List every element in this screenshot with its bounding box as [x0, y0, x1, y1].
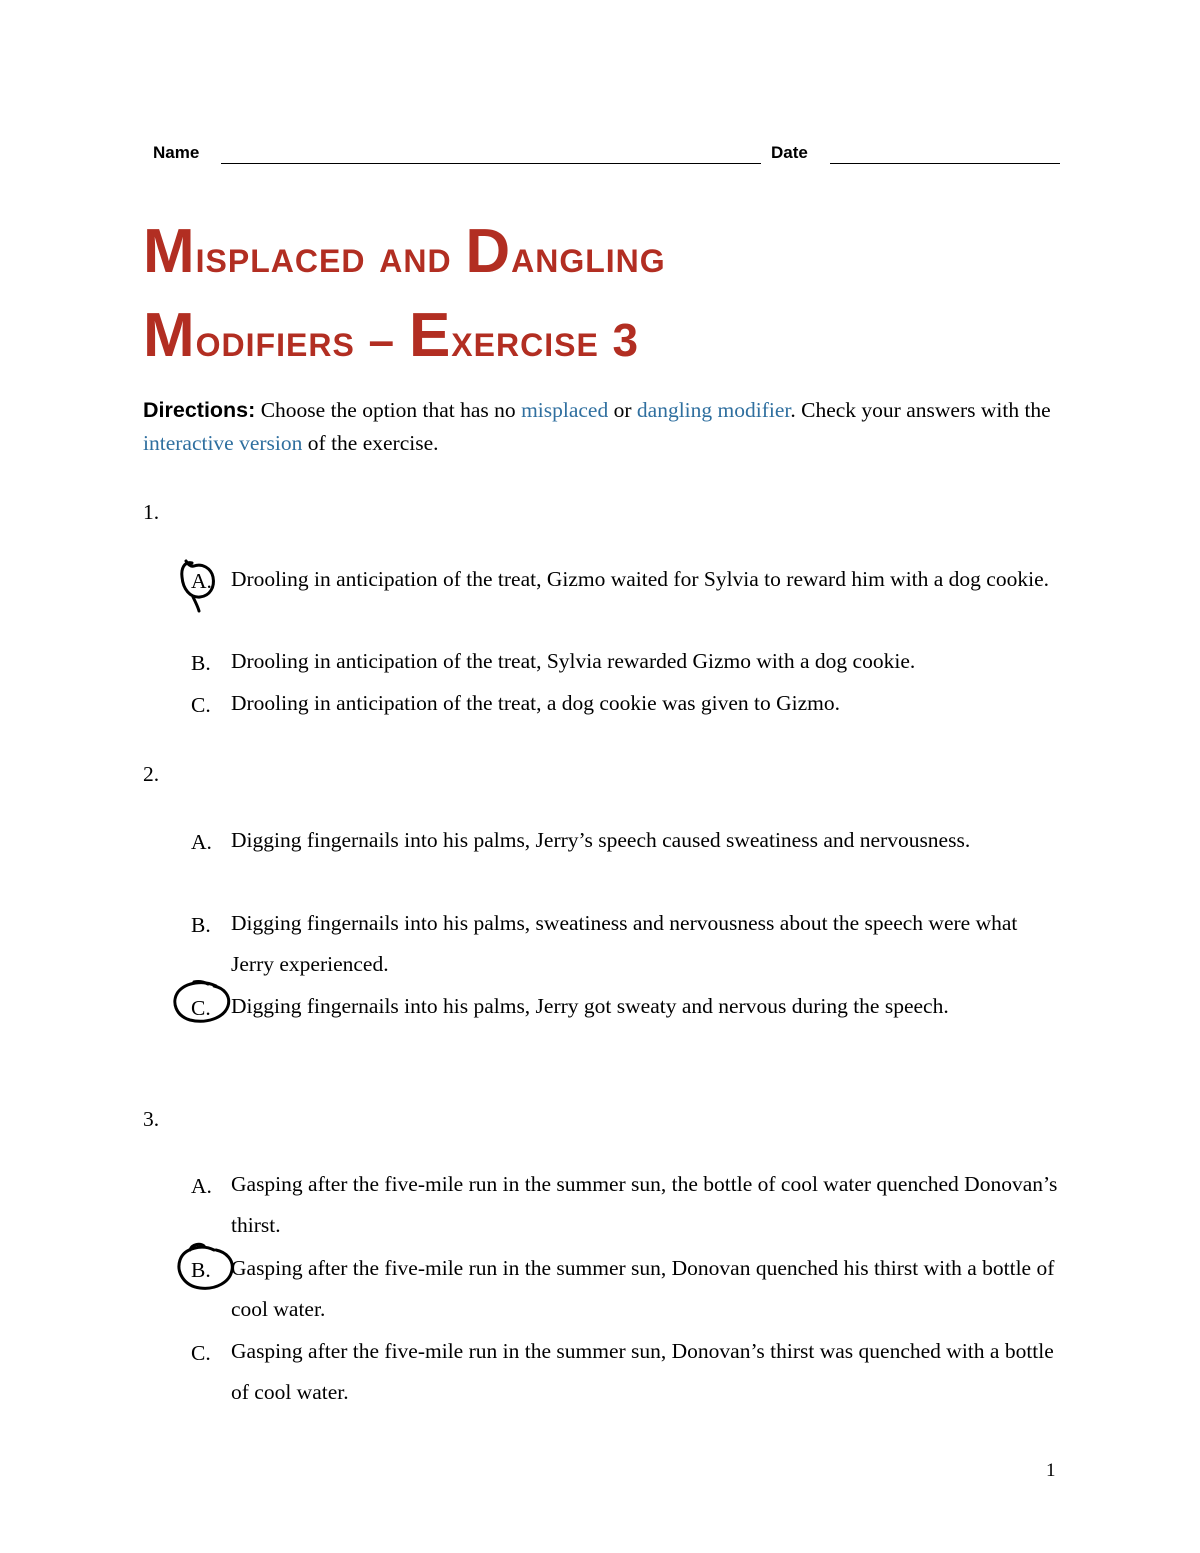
option-text: Drooling in anticipation of the treat, a dog cookie was given to Gizmo. [231, 691, 841, 715]
question-number: 1. [143, 500, 160, 524]
title-text: xercise 3 [451, 314, 640, 366]
title-text: odifiers – [195, 314, 409, 366]
option-text: Gasping after the five-mile run in the summer sun, Donovan quenched his thirst with a bottle of cool water. [231, 1256, 1055, 1321]
directions-text: Choose the option that has no [255, 398, 522, 422]
option-text: Gasping after the five-mile run in the summer sun, the bottle of cool water quenched Donovan’s thirst. [231, 1172, 1058, 1237]
interactive-version-link[interactable]: interactive version [143, 431, 303, 455]
title-initial-m: M [143, 301, 196, 370]
directions-paragraph [143, 394, 1073, 460]
question-number: 2. [143, 762, 160, 786]
option-letter: B. [191, 651, 211, 675]
name-label: Name [153, 143, 200, 162]
title-initial-d: D [465, 217, 512, 286]
answer-circle-mark [170, 555, 230, 615]
option-text: Digging fingernails into his palms, sweatiness and nervousness about the speech were what Jerry experienced. [231, 911, 1018, 976]
name-field-line [221, 163, 761, 164]
directions-text: of the exercise. [302, 431, 439, 455]
directions-text: or [608, 398, 637, 422]
page-title [143, 212, 1063, 380]
title-text: isplaced and [195, 230, 466, 282]
option-letter: C. [191, 1341, 211, 1365]
directions-text: . Check your answers with the [790, 398, 1051, 422]
title-initial-m: M [143, 217, 196, 286]
dangling-modifier-link[interactable]: dangling modifier [636, 398, 791, 422]
option-letter: C. [191, 693, 211, 717]
option-letter: A. [191, 1174, 212, 1198]
answer-circle-mark [168, 978, 240, 1034]
option-letter: B. [191, 1258, 211, 1282]
option-text: Drooling in anticipation of the treat, Gizmo waited for Sylvia to reward him with a dog cookie. [231, 567, 1049, 591]
misplaced-link[interactable]: misplaced [521, 398, 609, 422]
option-letter: C. [191, 996, 211, 1020]
date-label: Date [771, 143, 808, 162]
option-letter: A. [191, 569, 212, 593]
page-number: 1 [1046, 1460, 1056, 1481]
date-field-line [830, 163, 1060, 164]
option-text: Drooling in anticipation of the treat, Sylvia rewarded Gizmo with a dog cookie. [231, 649, 916, 673]
answer-circle-mark [170, 1240, 242, 1298]
option-text: Digging fingernails into his palms, Jerry got sweaty and nervous during the speech. [231, 994, 949, 1018]
option-letter: B. [191, 913, 211, 937]
question-number: 3. [143, 1107, 160, 1131]
title-text: angling [511, 230, 666, 282]
directions-lead: Directions: [143, 398, 256, 422]
option-text: Gasping after the five-mile run in the summer sun, Donovan’s thirst was quenched with a bottle of cool water. [231, 1339, 1054, 1404]
option-letter: A. [191, 830, 212, 854]
option-text: Digging fingernails into his palms, Jerry’s speech caused sweatiness and nervousness. [231, 828, 971, 852]
title-initial-e: E [408, 301, 452, 370]
